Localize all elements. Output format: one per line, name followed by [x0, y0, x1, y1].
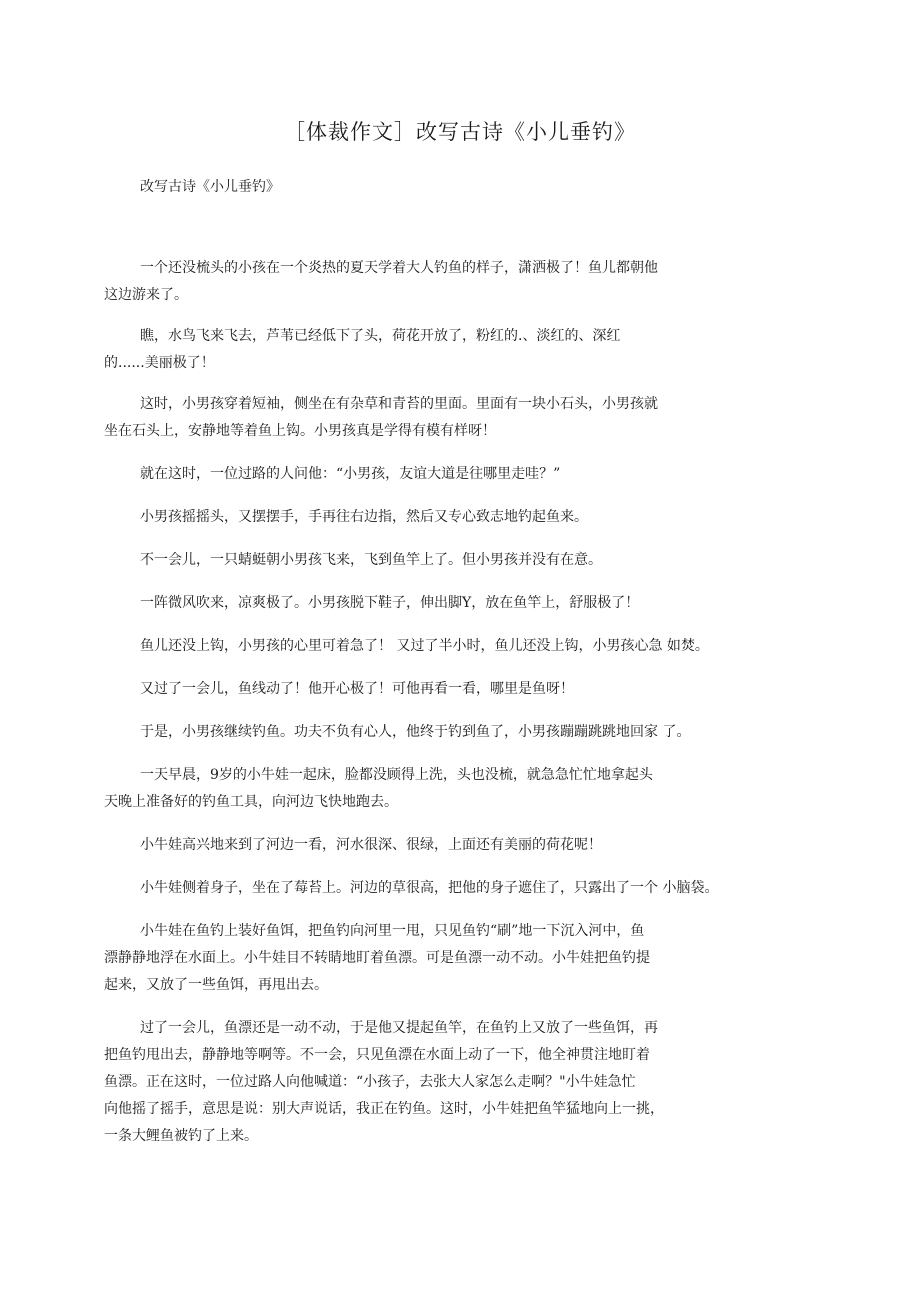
paragraph: [104, 719, 824, 746]
paragraph-line: 又过了一会儿，鱼线动了！他开心极了！可他再看一看，哪里是鱼呀！: [140, 681, 574, 697]
paragraph-line: 一天早晨，9岁的小牛娃一起床，脸都没顾得上洗，头也没梳，就急急忙忙地拿起头: [140, 767, 653, 783]
document-subtitle: 改写古诗《小儿垂钓》: [140, 179, 280, 195]
paragraph-line: 鱼儿还没上钩，小男孩的心里可着急了！ 又过了半小时，鱼儿还没上钩，小男孩心急 如焚。: [140, 638, 709, 654]
paragraph: [104, 676, 824, 703]
paragraph-line: 鱼漂。正在这时，一位过路人向他喊道：“小孩子，去张大人家怎么走啊？"小牛娃急忙: [104, 1074, 636, 1090]
paragraph: [104, 323, 824, 377]
paragraph-line: 不一会儿，一只蜻蜓朝小男孩飞来，飞到鱼竿上了。但小男孩并没有在意。: [140, 552, 602, 568]
paragraph-line: 小牛娃在鱼钓上装好鱼饵，把鱼钓向河里一甩，只见鱼钓“刷”地一下沉入河中，鱼: [140, 923, 645, 939]
paragraph-line: 这时，小男孩穿着短袖，侧坐在有杂草和青苔的里面。里面有一块小石头，小男孩就: [140, 396, 658, 412]
paragraph: [104, 547, 824, 574]
paragraph: [104, 633, 824, 660]
paragraph: [104, 391, 824, 445]
paragraph: [104, 875, 824, 902]
paragraph-line: 小牛娃侧着身子，坐在了莓苔上。河边的草很高，把他的身子遮住了，只露出了一个 小脑袋。: [140, 880, 719, 896]
paragraph-line: 于是，小男孩继续钓鱼。功夫不负有心人，他终于钓到鱼了，小男孩蹦蹦跳跳地回家 了。: [140, 724, 691, 740]
paragraph-line: 这边游来了。: [104, 287, 188, 303]
paragraph: [104, 762, 824, 816]
paragraph-line: 的......美丽极了！: [104, 355, 215, 371]
paragraph: [104, 461, 824, 488]
paragraph-line: 小男孩摇摇头，又摆摆手，手再往右边指，然后又专心致志地钓起鱼来。: [140, 509, 588, 525]
paragraph-line: 坐在石头上，安静地等着鱼上钩。小男孩真是学得有模有样呀！: [104, 423, 496, 439]
paragraph-line: 就在这时，一位过路的人问他：“小男孩，友谊大道是往哪里走哇？”: [140, 466, 561, 482]
paragraph: [104, 1015, 824, 1150]
paragraph-line: 小牛娃高兴地来到了河边一看，河水很深、很绿，上面还有美丽的荷花呢！: [140, 837, 602, 853]
paragraph-line: 一条大鲤鱼被钓了上来。: [104, 1128, 258, 1144]
paragraph-line: 一个还没梳头的小孩在一个炎热的夏天学着大人钓鱼的样子，潇洒极了！鱼儿都朝他: [140, 260, 658, 276]
paragraph-line: 漂静静地浮在水面上。小牛娃目不转睛地盯着鱼漂。可是鱼漂一动不动。小牛娃把鱼钓提: [104, 950, 650, 966]
paragraph-line: 向他摇了摇手，意思是说：别大声说话，我正在钓鱼。这时，小牛娃把鱼竿猛地向上一挑，: [104, 1101, 664, 1117]
document-body: [104, 255, 824, 1150]
paragraph-line: 天晚上准备好的钓鱼工具，向河边飞快地跑去。: [104, 794, 398, 810]
paragraph: [104, 590, 824, 617]
paragraph-line: 把鱼钓甩出去，静静地等啊等。不一会，只见鱼漂在水面上动了一下，他全神贯注地盯着: [104, 1047, 650, 1063]
paragraph-line: 起来，又放了一些鱼饵，再甩出去。: [104, 977, 328, 993]
paragraph: [104, 918, 824, 999]
paragraph-line: 瞧，水鸟飞来飞去，芦苇已经低下了头，荷花开放了，粉红的.、淡红的、深红: [140, 328, 621, 344]
paragraph: [104, 504, 824, 531]
paragraph: [104, 832, 824, 859]
paragraph: [104, 255, 824, 309]
paragraph-line: 过了一会儿，鱼漂还是一动不动，于是他又提起鱼竿，在鱼钓上又放了一些鱼饵，再: [140, 1020, 658, 1036]
paragraph-line: 一阵微风吹来，凉爽极了。小男孩脱下鞋子，伸出脚Y，放在鱼竿上，舒服极了！: [140, 595, 640, 611]
document-title: ［体裁作文］改写古诗《小儿垂钓》: [284, 120, 636, 144]
